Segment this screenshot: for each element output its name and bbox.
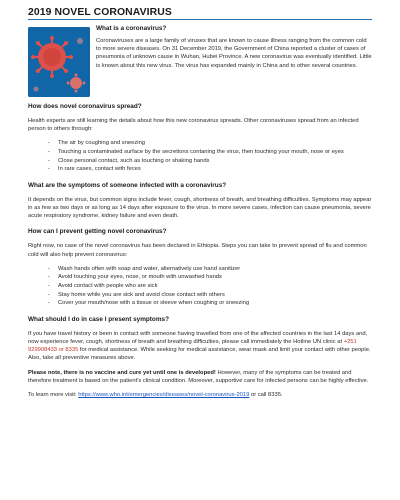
prevent-paragraph: Right now, no case of the novel coronavirus has been declared in Ethiopia. Steps you can take to prevent spread of flu and common cold will also help prevent coronavirus:	[28, 243, 367, 258]
footer-suffix: or call 8335.	[249, 391, 283, 398]
vaccine-note-rest: However, many of the symptoms can be treated and therefore treatment is based on the patient's clinical condition. Moreover, supportive care for infected persons can be highly effective.	[28, 369, 369, 384]
vaccine-note	[28, 369, 372, 385]
spread-paragraph: Health experts are still learning the details about how this new coronavirus spreads. Other coronaviruses spread from an infected person to others through:	[28, 118, 359, 133]
footer-learn-more	[28, 391, 372, 399]
prevent-question: How can I prevent getting novel coronavirus?	[28, 228, 167, 236]
footer-prefix: To learn more visit:	[28, 391, 79, 398]
list-item: - In rare cases, contact with feces	[58, 165, 372, 174]
coronavirus-illustration	[28, 27, 90, 97]
intro-section	[28, 25, 372, 95]
symptoms-question: What are the symptoms of someone infected with a coronavirus?	[28, 181, 227, 189]
symptoms-paragraph: It depends on the virus, but common signs include fever, cough, shortness of breath, and breathing difficulties. Symptoms may appear in as few as two days or as long as 14 days after exposure to the virus. In more severe cases, infection can cause pneumonia, severe acute respiratory syndrome, kidney failure and even death.	[28, 196, 372, 220]
present-text-before: If you have travel history or been in contact with someone having travelled from one of the affected countries in the last 14 days and, now experience fever, cough, shortness of breath and breathing difficulties, please call immediately the Hotline UN clinic at	[28, 330, 368, 345]
spread-list	[28, 139, 372, 173]
present-question: What should I do in case I present symptoms?	[28, 315, 169, 323]
list-item: - Touching a contaminated surface by the secretions contaning the virus, then touching your mouth, nose or eyes	[58, 148, 372, 157]
present-text-after: for medical assistance. While seeking for medical assistance, wear mask and limit your contact with other people. Also, take all preventive measures above.	[28, 347, 371, 362]
intro-paragraph: Coronaviruses are a large family of viruses that are known to cause illness ranging from the common cold to more severe diseases. On 31 December 2019, the Government of China reported a cluster of cases of pneumonia of unknown cause in Wuhan, Hubei Province. A new coronavirus was eventually identified. Little is known about this new virus. The virus has expanded mainly in China and to other several countries.	[96, 38, 372, 69]
list-item: - Cover your mouth/nose with a tissue or sleeve when coughing or sneezing	[58, 299, 372, 308]
page-title: 2019 NOVEL CORONAVIRUS	[28, 7, 372, 20]
present-paragraph	[28, 330, 372, 363]
who-link[interactable]: https://www.who.int/emergencies/diseases/novel-coronavirus-2019	[78, 391, 250, 398]
hotline-phone[interactable]: +251 929908433 or 8335	[28, 338, 357, 354]
vaccine-note-bold: Please note, there is no vaccine and cure yet until one is developed!	[28, 369, 216, 376]
list-item: - Avoid touching your eyes, nose, or mouth with unwashed hands	[58, 273, 372, 282]
list-item: - The air by coughing and sneezing	[58, 139, 372, 148]
coronavirus-icon	[28, 27, 90, 97]
list-item: - Wash hands often with soap and water, alternatively use hand sanitizer	[58, 265, 372, 274]
list-item: - Avoid contact with people who are sick	[58, 282, 372, 291]
intro-heading: What is a coronavirus?	[96, 25, 167, 32]
prevent-list	[28, 265, 372, 308]
list-item: - Close personal contact, such as touching or shaking hands	[58, 157, 372, 166]
spread-question: How does novel coronavirus spread?	[28, 103, 142, 110]
list-item: - Stay home while you are sick and avoid close contact with others	[58, 291, 372, 300]
